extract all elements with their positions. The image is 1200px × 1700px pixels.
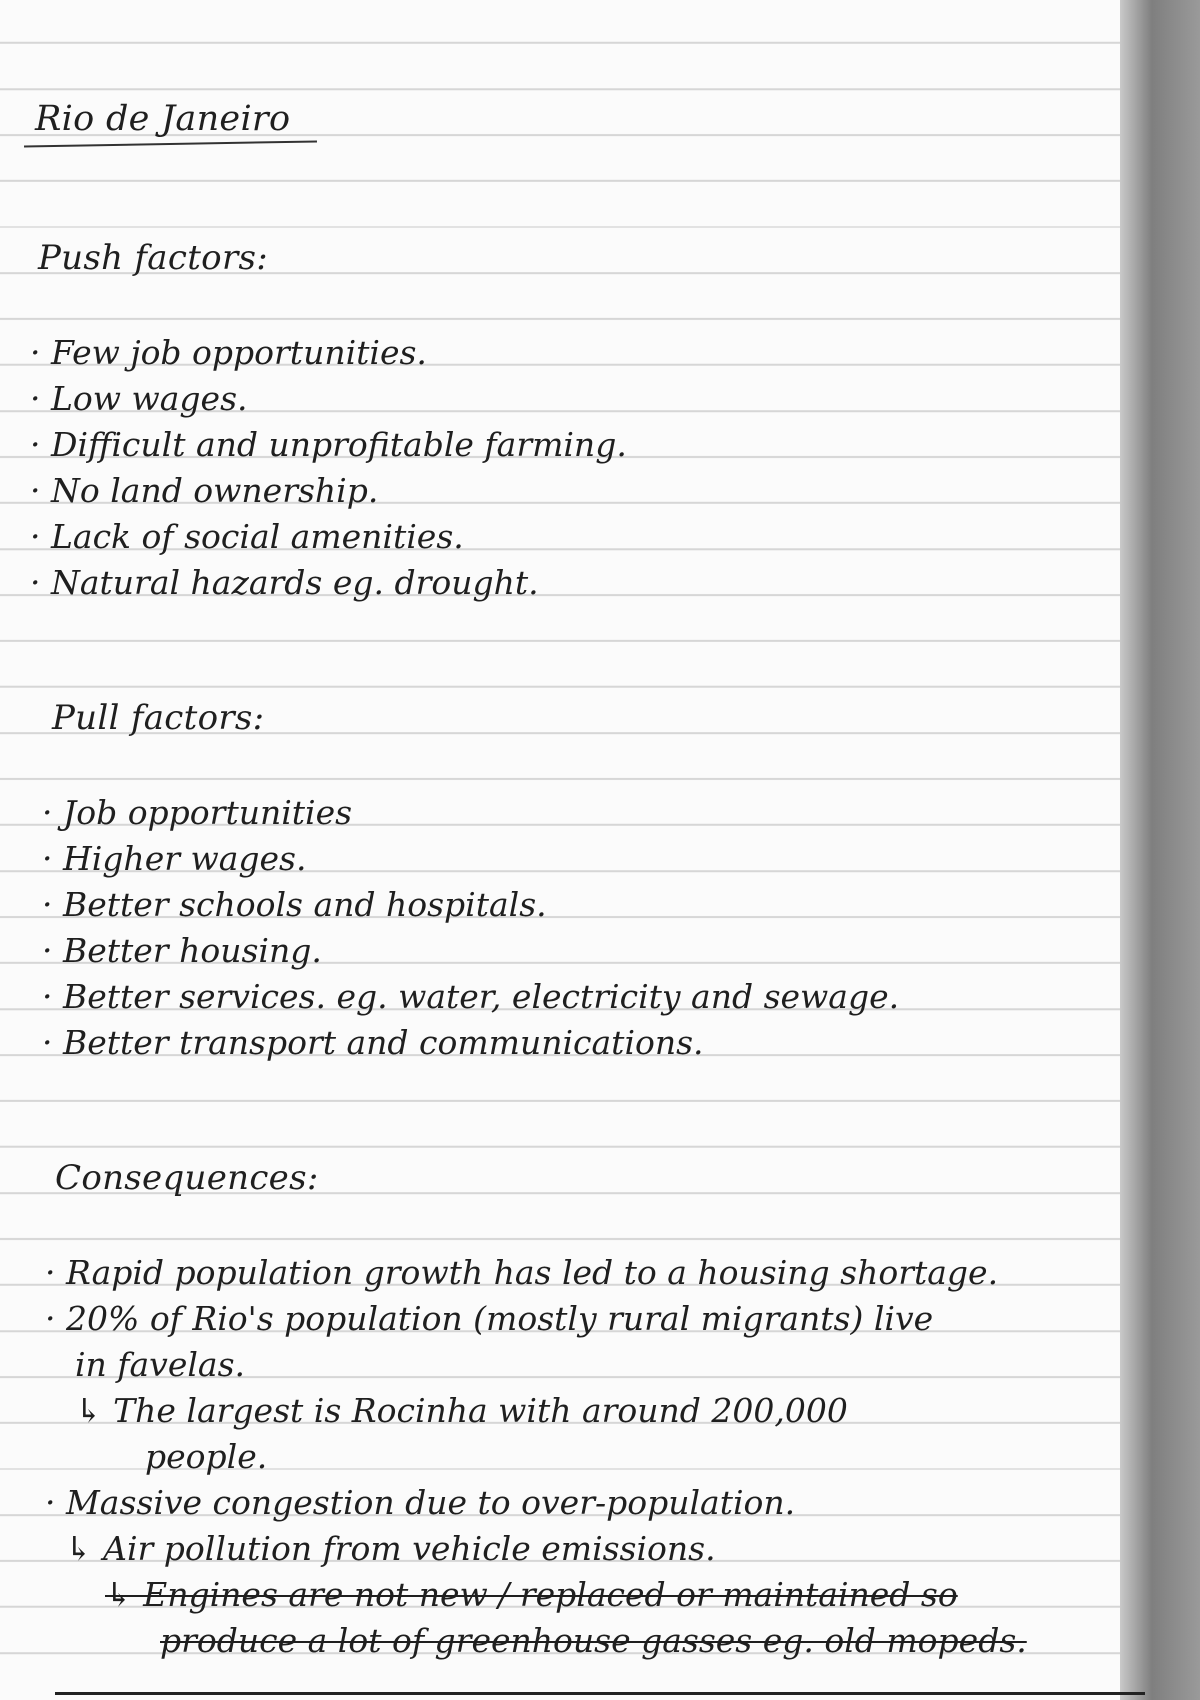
- push-factors-heading: Push factors:: [38, 238, 269, 278]
- list-item: · Better schools and hospitals.: [42, 885, 547, 924]
- bottom-rule: [55, 1692, 1145, 1695]
- list-item: · Lack of social amenities.: [30, 517, 464, 556]
- list-item: · Better services. eg. water, electricity and sewage.: [42, 977, 900, 1016]
- list-item: · Few job opportunities.: [30, 333, 427, 372]
- consequences-list: [45, 1250, 1027, 1664]
- pull-factors-list: [42, 790, 899, 1066]
- crossed-out-line: ↳ Engines are not new / replaced or maintained so: [105, 1575, 958, 1614]
- list-item: · No land ownership.: [30, 471, 379, 510]
- list-item: · Higher wages.: [42, 839, 307, 878]
- sub-list-item: ↳ Air pollution from vehicle emissions.: [65, 1529, 716, 1568]
- page-title: Rio de Janeiro: [35, 99, 291, 139]
- list-item: · Better transport and communications.: [42, 1023, 704, 1062]
- pull-factors-heading: Pull factors:: [52, 698, 265, 738]
- push-factors-list: [30, 330, 627, 606]
- title-underline: [24, 140, 317, 147]
- list-item: · Massive congestion due to over-population.: [45, 1483, 796, 1522]
- sub-list-item: ↳ The largest is Rocinha with around 200,000: [75, 1391, 848, 1430]
- list-item: · Low wages.: [30, 379, 248, 418]
- list-item: · Better housing.: [42, 931, 322, 970]
- consequences-heading: Consequences:: [55, 1158, 319, 1198]
- list-item: · Difficult and unprofitable farming.: [30, 425, 627, 464]
- crossed-out-line: produce a lot of greenhouse gasses eg. old mopeds.: [160, 1621, 1027, 1660]
- list-item: in favelas.: [75, 1345, 246, 1384]
- page-edge-shadow: [1120, 0, 1200, 1700]
- list-item: · Rapid population growth has led to a housing shortage.: [45, 1253, 999, 1292]
- list-item: · Natural hazards eg. drought.: [30, 563, 539, 602]
- list-item: · 20% of Rio's population (mostly rural migrants) live: [45, 1299, 934, 1338]
- sub-list-item: people.: [145, 1437, 268, 1476]
- list-item: · Job opportunities: [42, 793, 353, 832]
